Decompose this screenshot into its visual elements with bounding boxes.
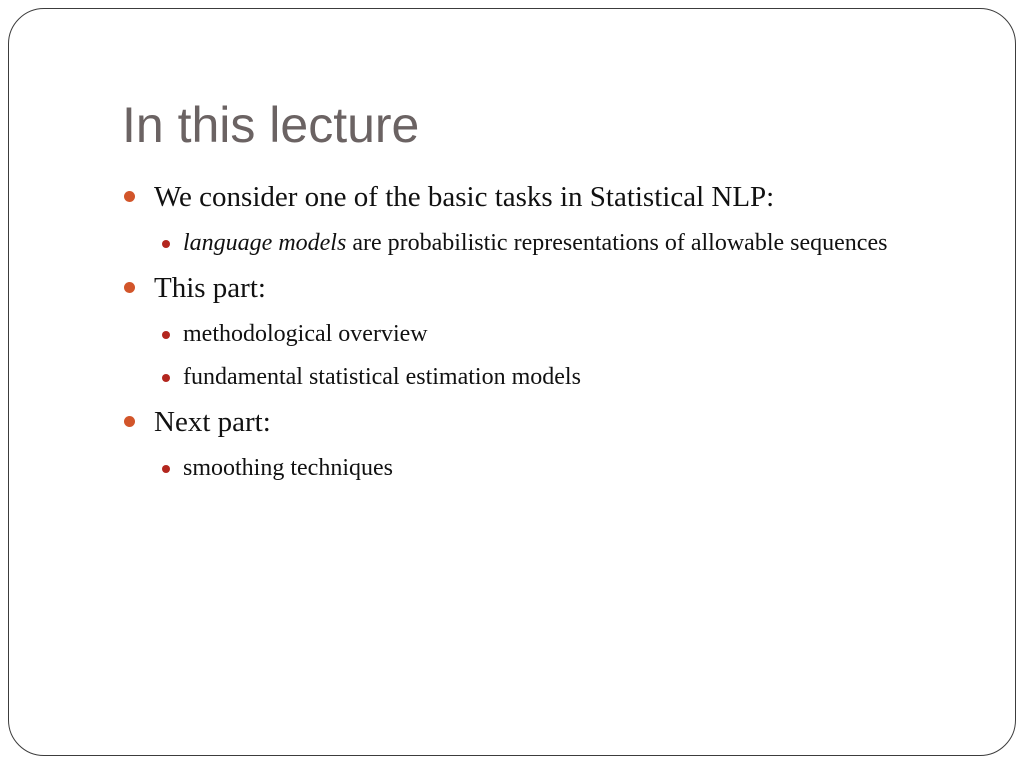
sub-bullet-item: [122, 225, 912, 262]
slide-title: In this lecture: [122, 97, 420, 153]
sub-bullet-item: [122, 316, 912, 353]
sub-bullet-text: smoothing techniques: [183, 455, 393, 481]
sub-bullet-dot-icon: [162, 240, 170, 248]
sub-bullet-text: fundamental statistical estimation models: [183, 364, 581, 390]
bullet-item: [122, 400, 912, 444]
sub-bullet-dot-icon: [162, 465, 170, 473]
bullet-dot-icon: [124, 191, 135, 202]
bullet-item: [122, 266, 912, 310]
bullet-text: We consider one of the basic tasks in Statistical NLP:: [154, 181, 775, 213]
sub-bullet-dot-icon: [162, 374, 170, 382]
bullet-item: [122, 175, 912, 219]
bullet-dot-icon: [124, 416, 135, 427]
sub-bullet-italic-term: language models: [183, 230, 347, 256]
sub-bullet-text: methodological overview: [183, 321, 428, 347]
sub-bullet-text: are probabilistic representations of allowable sequences: [346, 230, 888, 256]
sub-bullet-dot-icon: [162, 331, 170, 339]
bullet-list: [122, 175, 912, 487]
bullet-text: Next part:: [154, 406, 271, 438]
bullet-text: This part:: [154, 272, 266, 304]
bullet-dot-icon: [124, 282, 135, 293]
sub-bullet-item: [122, 450, 912, 487]
slide-frame: [8, 8, 1016, 756]
sub-bullet-item: [122, 359, 912, 396]
